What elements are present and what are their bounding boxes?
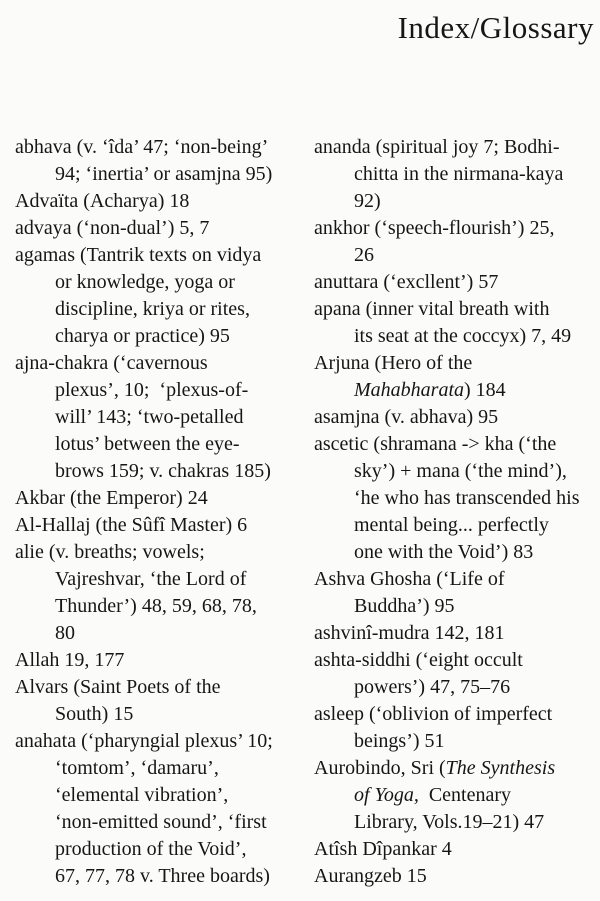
plain-text: anuttara (‘excllent’) 57	[314, 271, 499, 293]
entry-first-line	[314, 431, 599, 458]
entry-continuation-line	[15, 323, 300, 350]
index-columns	[15, 134, 600, 890]
entry-first-line	[314, 350, 599, 377]
plain-text: ajna-chakra (‘cavernous	[15, 352, 208, 374]
entry-continuation-line	[314, 242, 599, 269]
entry-first-line	[15, 134, 300, 161]
entry-first-line	[314, 269, 599, 296]
plain-text: anahata (‘pharyngial plexus’ 10;	[15, 730, 273, 752]
index-entry	[314, 647, 599, 701]
plain-text: 67, 77, 78 v. Three boards)	[55, 865, 270, 887]
entry-continuation-line	[15, 782, 300, 809]
index-entry	[314, 134, 599, 215]
plain-text: 94; ‘inertia’ or asamjna 95)	[55, 163, 273, 185]
plain-text: 80	[55, 622, 75, 644]
entry-first-line	[314, 620, 599, 647]
plain-text: ‘elemental vibration’,	[55, 784, 229, 806]
plain-text: will’ 143; ‘two-petalled	[55, 406, 244, 428]
entry-first-line	[314, 647, 599, 674]
italic-text: of Yoga,	[354, 784, 419, 806]
entry-first-line	[314, 215, 599, 242]
plain-text: 26	[354, 244, 374, 266]
entry-continuation-line	[15, 863, 300, 890]
index-entry	[314, 269, 599, 296]
plain-text: brows 159; v. chakras 185)	[55, 460, 271, 482]
index-entry	[314, 431, 599, 566]
plain-text: 92)	[354, 190, 381, 212]
entry-continuation-line	[314, 809, 599, 836]
plain-text: Al-Hallaj (the Sûfî Master) 6	[15, 514, 248, 536]
index-entry	[15, 512, 300, 539]
index-entry	[314, 350, 599, 404]
plain-text: Thunder’) 48, 59, 68, 78,	[55, 595, 257, 617]
plain-text: Arjuna (Hero of the	[314, 352, 473, 374]
plain-text: ‘he who has transcended his	[354, 487, 580, 509]
entry-continuation-line	[314, 593, 599, 620]
entry-first-line	[314, 566, 599, 593]
entry-continuation-line	[314, 458, 599, 485]
plain-text: ascetic (shramana -> kha (‘the	[314, 433, 557, 455]
plain-text: Atîsh Dîpankar 4	[314, 838, 452, 860]
plain-text: abhava (v. ‘îda’ 47; ‘non-being’	[15, 136, 269, 158]
plain-text: charya or practice) 95	[55, 325, 230, 347]
entry-continuation-line	[314, 782, 599, 809]
plain-text: Allah 19, 177	[15, 649, 125, 671]
entry-continuation-line	[314, 674, 599, 701]
plain-text: ashta-siddhi (‘eight occult	[314, 649, 523, 671]
entry-first-line	[314, 296, 599, 323]
index-column-left	[15, 134, 300, 890]
entry-first-line	[15, 539, 300, 566]
entry-first-line	[314, 404, 599, 431]
plain-text: or knowledge, yoga or	[55, 271, 235, 293]
entry-continuation-line	[15, 431, 300, 458]
entry-continuation-line	[314, 161, 599, 188]
index-entry	[314, 863, 599, 890]
index-entry	[314, 566, 599, 620]
entry-continuation-line	[15, 755, 300, 782]
index-entry	[314, 836, 599, 863]
book-page	[0, 10, 600, 901]
index-entry	[314, 404, 599, 431]
plain-text: asleep (‘oblivion of imperfect	[314, 703, 553, 725]
plain-text: apana (inner vital breath with	[314, 298, 550, 320]
plain-text: Alvars (Saint Poets of the	[15, 676, 221, 698]
plain-text: powers’) 47, 75–76	[354, 676, 511, 698]
entry-continuation-line	[15, 458, 300, 485]
entry-first-line	[15, 674, 300, 701]
index-entry	[15, 188, 300, 215]
entry-first-line	[314, 836, 599, 863]
plain-text: ankhor (‘speech-flourish’) 25,	[314, 217, 555, 239]
entry-continuation-line	[314, 377, 599, 404]
entry-first-line	[15, 350, 300, 377]
entry-continuation-line	[314, 728, 599, 755]
plain-text: Vajreshvar, ‘the Lord of	[55, 568, 247, 590]
plain-text: advaya (‘non-dual’) 5, 7	[15, 217, 210, 239]
index-entry	[314, 296, 599, 350]
entry-continuation-line	[15, 593, 300, 620]
entry-continuation-line	[15, 620, 300, 647]
index-entry	[15, 350, 300, 485]
entry-continuation-line	[15, 377, 300, 404]
index-entry	[314, 701, 599, 755]
plain-text: South) 15	[55, 703, 134, 725]
plain-text: sky’) + mana (‘the mind’),	[354, 460, 567, 482]
entry-continuation-line	[15, 269, 300, 296]
entry-continuation-line	[314, 539, 599, 566]
plain-text: ‘non-emitted sound’, ‘first	[55, 811, 267, 833]
plain-text: alie (v. breaths; vowels;	[15, 541, 205, 563]
plain-text: Akbar (the Emperor) 24	[15, 487, 208, 509]
index-entry	[314, 215, 599, 269]
plain-text: plexus’, 10; ‘plexus-of-	[55, 379, 249, 401]
index-entry	[15, 728, 300, 890]
index-entry	[15, 674, 300, 728]
plain-text: asamjna (v. abhava) 95	[314, 406, 499, 428]
plain-text: Ashva Ghosha (‘Life of	[314, 568, 505, 590]
italic-text: Mahabharata	[354, 379, 464, 401]
entry-continuation-line	[15, 566, 300, 593]
plain-text: ‘tomtom’, ‘damaru’,	[55, 757, 219, 779]
plain-text: ) 184	[464, 379, 506, 401]
entry-first-line	[314, 134, 599, 161]
plain-text: one with the Void’) 83	[354, 541, 534, 563]
plain-text: agamas (Tantrik texts on vidya	[15, 244, 262, 266]
entry-continuation-line	[15, 404, 300, 431]
entry-continuation-line	[314, 512, 599, 539]
entry-first-line	[15, 485, 300, 512]
plain-text: Library, Vols.19–21) 47	[354, 811, 545, 833]
plain-text: lotus’ between the eye-	[55, 433, 240, 455]
entry-first-line	[15, 242, 300, 269]
index-entry	[15, 539, 300, 647]
entry-continuation-line	[15, 701, 300, 728]
plain-text: ananda (spiritual joy 7; Bodhi-	[314, 136, 560, 158]
index-entry	[15, 242, 300, 350]
index-entry	[15, 134, 300, 188]
entry-continuation-line	[314, 188, 599, 215]
index-entry	[15, 485, 300, 512]
plain-text: ashvinî-mudra 142, 181	[314, 622, 505, 644]
entry-continuation-line	[314, 485, 599, 512]
plain-text: beings’) 51	[354, 730, 445, 752]
index-entry	[15, 647, 300, 674]
index-entry	[15, 215, 300, 242]
entry-first-line	[15, 512, 300, 539]
index-entry	[314, 620, 599, 647]
entry-first-line	[15, 215, 300, 242]
plain-text: Buddha’) 95	[354, 595, 455, 617]
entry-first-line	[314, 755, 599, 782]
entry-continuation-line	[15, 296, 300, 323]
plain-text: chitta in the nirmana-kaya	[354, 163, 564, 185]
entry-continuation-line	[15, 836, 300, 863]
italic-text: The Synthesis	[445, 757, 556, 779]
plain-text: production of the Void’,	[55, 838, 247, 860]
plain-text: mental being... perfectly	[354, 514, 549, 536]
index-column-right	[314, 134, 599, 890]
page-title: Index/Glossary	[397, 10, 594, 45]
plain-text: discipline, kriya or rites,	[55, 298, 250, 320]
entry-continuation-line	[15, 809, 300, 836]
entry-first-line	[314, 701, 599, 728]
entry-continuation-line	[15, 161, 300, 188]
entry-first-line	[15, 188, 300, 215]
index-entry	[314, 755, 599, 836]
plain-text: Aurangzeb 15	[314, 865, 427, 887]
plain-text: Advaïta (Acharya) 18	[15, 190, 190, 212]
entry-first-line	[15, 647, 300, 674]
entry-continuation-line	[314, 323, 599, 350]
entry-first-line	[314, 863, 599, 890]
plain-text: Aurobindo, Sri (	[314, 757, 446, 779]
plain-text: Centenary	[418, 784, 512, 806]
entry-first-line	[15, 728, 300, 755]
plain-text: its seat at the coccyx) 7, 49	[354, 325, 572, 347]
